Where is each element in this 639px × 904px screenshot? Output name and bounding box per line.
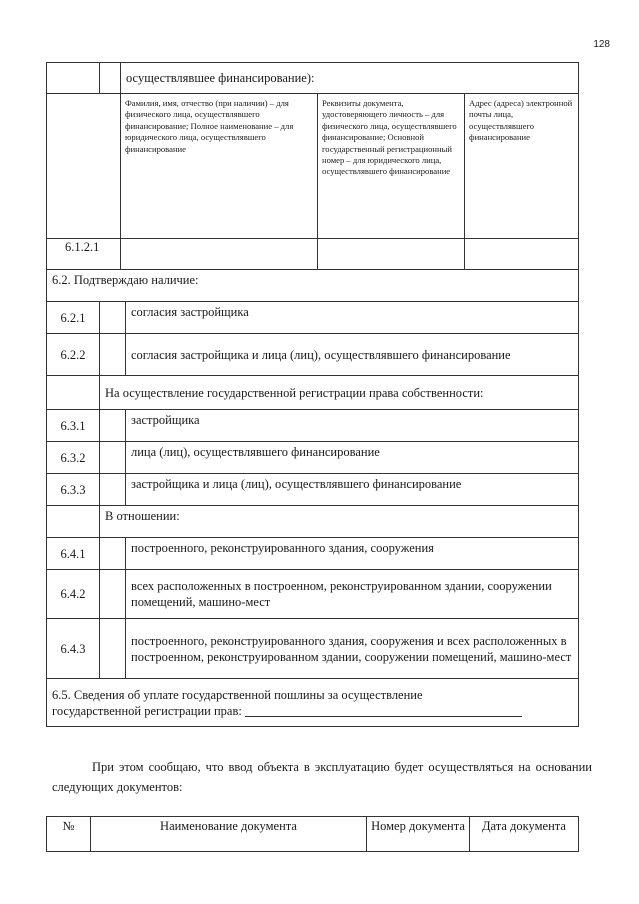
checkbox-cell[interactable]	[100, 302, 126, 334]
col-header-no: №	[47, 817, 91, 852]
table-cell-empty	[47, 376, 100, 410]
section-6-3-heading: На осуществление государственной регистрации права собственности:	[100, 376, 579, 410]
section-6-5-label: государственной регистрации прав:	[52, 703, 242, 718]
checkbox-cell[interactable]	[100, 538, 126, 570]
table-row	[47, 239, 579, 270]
item-number: 6.4.1	[47, 538, 100, 570]
item-text: застройщика	[126, 410, 579, 442]
item-number: 6.4.3	[47, 619, 100, 679]
table-row	[47, 63, 579, 94]
col-header-doc-date: Дата документа	[470, 817, 579, 852]
table-row	[47, 619, 579, 679]
document-value-cell	[318, 239, 465, 270]
table-row	[47, 334, 579, 376]
table-row	[47, 506, 579, 538]
table-row	[47, 94, 579, 239]
item-text: согласия застройщика и лица (лиц), осуществлявшего финансирование	[126, 334, 579, 376]
table-cell-empty	[100, 63, 121, 94]
col-header-doc-name: Наименование документа	[91, 817, 367, 852]
table-row	[47, 538, 579, 570]
table-row	[47, 410, 579, 442]
table-row	[47, 570, 579, 619]
table-row	[47, 817, 579, 852]
checkbox-cell[interactable]	[100, 474, 126, 506]
item-number: 6.2.1	[47, 302, 100, 334]
documents-intro-paragraph: При этом сообщаю, что ввод объекта в эксплуатацию будет осуществляться на основании следующих документов:	[52, 760, 592, 794]
checkbox-cell[interactable]	[100, 619, 126, 679]
financing-label: осуществлявшее финансирование):	[121, 63, 579, 94]
page-number: 128	[593, 39, 610, 50]
col-header-individual: Фамилия, имя, отчество (при наличии) – для физического лица, осуществлявшего финансирование; Полное наименование – для юридического лица, осуществлявшего финансирование	[121, 94, 318, 239]
table-row	[47, 270, 579, 302]
item-number: 6.3.3	[47, 474, 100, 506]
documents-table	[46, 816, 579, 852]
col-header-email: Адрес (адреса) электронной почты лица, осуществлявшего финансирование	[465, 94, 579, 239]
section-6-5-line1: 6.5. Сведения об уплате государственной пошлины за осуществление	[52, 687, 423, 702]
section-6-2-heading: 6.2. Подтверждаю наличие:	[47, 270, 579, 302]
fee-input-line[interactable]	[245, 703, 522, 717]
row-number: 6.1.2.1	[47, 239, 121, 270]
table-cell-empty	[47, 94, 121, 239]
item-number: 6.4.2	[47, 570, 100, 619]
email-value-cell	[465, 239, 579, 270]
item-text: застройщика и лица (лиц), осуществлявшего финансирование	[126, 474, 579, 506]
item-text: лица (лиц), осуществлявшего финансирование	[126, 442, 579, 474]
item-number: 6.3.2	[47, 442, 100, 474]
section-6-4-heading: В отношении:	[100, 506, 579, 538]
table-row	[47, 679, 579, 727]
table-row	[47, 302, 579, 334]
checkbox-cell[interactable]	[100, 410, 126, 442]
application-table	[46, 62, 579, 727]
table-row	[47, 376, 579, 410]
checkbox-cell[interactable]	[100, 570, 126, 619]
checkbox-cell[interactable]	[100, 442, 126, 474]
item-number: 6.3.1	[47, 410, 100, 442]
col-header-document: Реквизиты документа, удостоверяющего личность – для физического лица, осуществлявшего финансирование; Основной государственный регистрационный номер – для юридического лица, осуществлявшего финансирование	[318, 94, 465, 239]
item-text: построенного, реконструированного здания, сооружения и всех расположенных в построенном, реконструированном здании, сооружении помещений, машино-мест	[126, 619, 579, 679]
checkbox-cell[interactable]	[100, 334, 126, 376]
section-6-5-line2	[52, 703, 573, 719]
table-cell-empty	[47, 506, 100, 538]
item-text: построенного, реконструированного здания, сооружения	[126, 538, 579, 570]
fio-value-cell	[121, 239, 318, 270]
table-cell-empty	[47, 63, 100, 94]
section-6-5	[47, 679, 579, 727]
table-row	[47, 442, 579, 474]
item-number: 6.2.2	[47, 334, 100, 376]
item-text: всех расположенных в построенном, реконструированном здании, сооружении помещений, машино-мест	[126, 570, 579, 619]
col-header-doc-number: Номер документа	[367, 817, 470, 852]
item-text: согласия застройщика	[126, 302, 579, 334]
table-row	[47, 474, 579, 506]
